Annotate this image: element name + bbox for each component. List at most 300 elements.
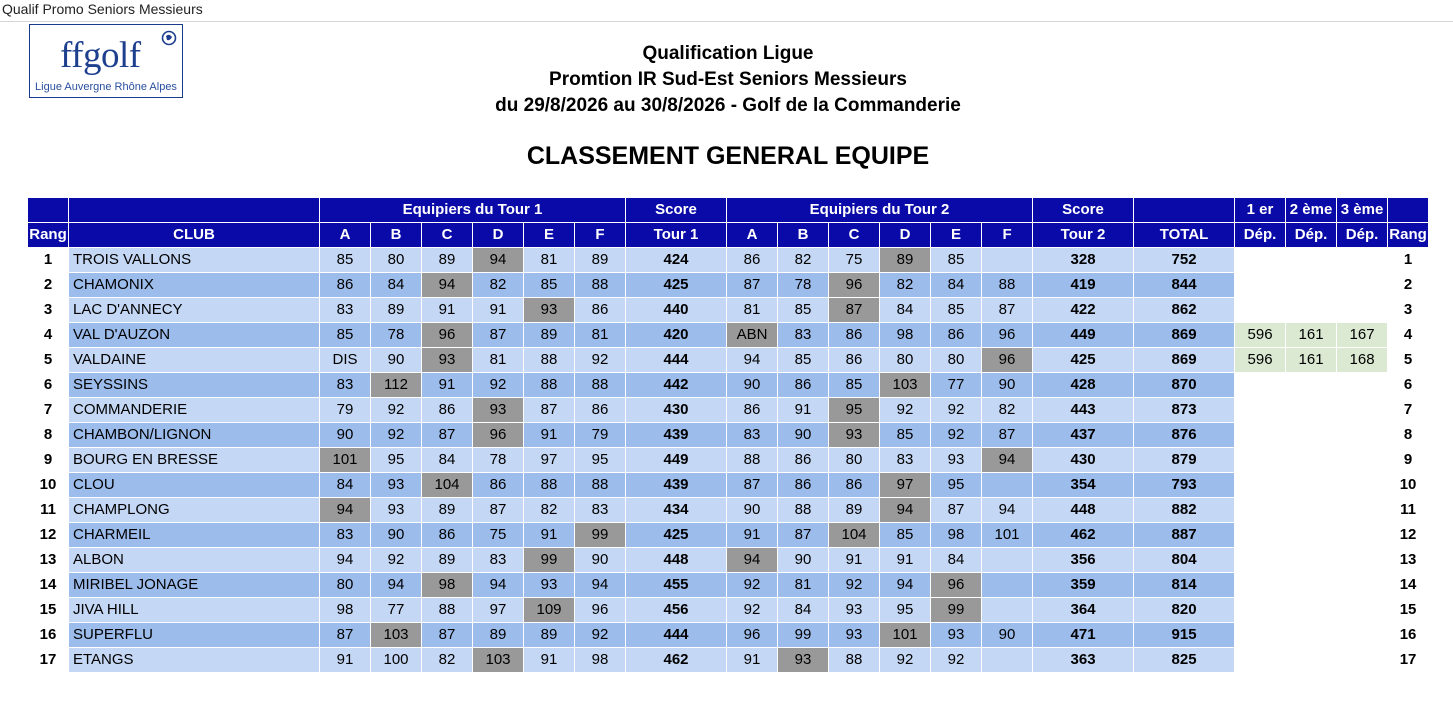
tour1-player-e-score: 93 bbox=[524, 573, 575, 598]
departage-2-cell: 161 bbox=[1286, 348, 1337, 373]
tour1-score-cell: 434 bbox=[626, 498, 727, 523]
departage-2-cell bbox=[1286, 548, 1337, 573]
tour2-player-c-score: 86 bbox=[829, 348, 880, 373]
tour2-player-c-score: 92 bbox=[829, 573, 880, 598]
tour2-player-e-score: 87 bbox=[931, 498, 982, 523]
tour2-score-cell: 437 bbox=[1033, 423, 1134, 448]
tour1-player-e-score: 97 bbox=[524, 448, 575, 473]
tour1-score-cell: 449 bbox=[626, 448, 727, 473]
club-cell: CHAMBON/LIGNON bbox=[69, 423, 320, 448]
departage-3-cell bbox=[1337, 498, 1388, 523]
tour2-player-b-score: 87 bbox=[778, 523, 829, 548]
tour2-player-f-score: 87 bbox=[982, 298, 1033, 323]
tour2-player-c-score: 93 bbox=[829, 623, 880, 648]
tour2-player-d-score: 82 bbox=[880, 273, 931, 298]
tour2-player-f-score: 87 bbox=[982, 423, 1033, 448]
club-cell: SUPERFLU bbox=[69, 623, 320, 648]
tour1-player-f-score: 83 bbox=[575, 498, 626, 523]
header-tour1: Tour 1 bbox=[626, 223, 727, 248]
tour2-player-e-score: 99 bbox=[931, 598, 982, 623]
tour2-player-f-score: 82 bbox=[982, 398, 1033, 423]
tour1-player-d-score: 78 bbox=[473, 448, 524, 473]
tour2-score-cell: 356 bbox=[1033, 548, 1134, 573]
total-cell: 844 bbox=[1134, 273, 1235, 298]
tour1-player-b-score: 84 bbox=[371, 273, 422, 298]
club-cell: CHARMEIL bbox=[69, 523, 320, 548]
tour1-player-a-score: 85 bbox=[320, 248, 371, 273]
tour1-player-a-score: 84 bbox=[320, 473, 371, 498]
tour2-player-d-score: 95 bbox=[880, 598, 931, 623]
departage-1-cell: 596 bbox=[1235, 348, 1286, 373]
departage-2-cell bbox=[1286, 423, 1337, 448]
tour1-player-b-score: 103 bbox=[371, 623, 422, 648]
page-title: CLASSEMENT GENERAL EQUIPE bbox=[526, 142, 930, 170]
club-cell: JIVA HILL bbox=[69, 598, 320, 623]
total-cell: 915 bbox=[1134, 623, 1235, 648]
table-row bbox=[28, 273, 1429, 298]
rank-cell-right: 1 bbox=[1388, 248, 1429, 273]
tour1-player-a-score: 90 bbox=[320, 423, 371, 448]
tour2-player-f-score bbox=[982, 648, 1033, 673]
tour2-score-cell: 328 bbox=[1033, 248, 1134, 273]
rank-cell-right: 6 bbox=[1388, 373, 1429, 398]
departage-1-cell: 596 bbox=[1235, 323, 1286, 348]
tour2-score-cell: 419 bbox=[1033, 273, 1134, 298]
tour2-score-cell: 354 bbox=[1033, 473, 1134, 498]
tour1-player-f-score: 88 bbox=[575, 473, 626, 498]
tour2-player-f-score bbox=[982, 248, 1033, 273]
tour2-player-b-score: 88 bbox=[778, 498, 829, 523]
tour2-player-b-score: 84 bbox=[778, 598, 829, 623]
tour1-player-a-score: 87 bbox=[320, 623, 371, 648]
tour1-player-c-score: 89 bbox=[422, 498, 473, 523]
tour2-player-d-score: 92 bbox=[880, 648, 931, 673]
tour1-player-f-score: 86 bbox=[575, 298, 626, 323]
tour1-player-b-score: 100 bbox=[371, 648, 422, 673]
rank-cell: 4 bbox=[28, 323, 69, 348]
tour2-player-b-score: 83 bbox=[778, 323, 829, 348]
club-cell: COMMANDERIE bbox=[69, 398, 320, 423]
tour2-player-e-score: 77 bbox=[931, 373, 982, 398]
tour1-player-b-score: 80 bbox=[371, 248, 422, 273]
rank-cell-right: 2 bbox=[1388, 273, 1429, 298]
header-player-e: E bbox=[931, 223, 982, 248]
tour1-player-a-score: 83 bbox=[320, 523, 371, 548]
tour2-player-a-score: 88 bbox=[727, 448, 778, 473]
rank-cell-right: 17 bbox=[1388, 648, 1429, 673]
tour1-player-f-score: 86 bbox=[575, 398, 626, 423]
departage-2-cell bbox=[1286, 448, 1337, 473]
tour2-player-f-score: 90 bbox=[982, 623, 1033, 648]
rank-cell-right: 15 bbox=[1388, 598, 1429, 623]
departage-3-cell bbox=[1337, 598, 1388, 623]
header-row-1 bbox=[28, 198, 1429, 223]
total-cell: 876 bbox=[1134, 423, 1235, 448]
table-row bbox=[28, 473, 1429, 498]
tour2-player-e-score: 85 bbox=[931, 298, 982, 323]
tour1-player-e-score: 89 bbox=[524, 323, 575, 348]
window-title-bar bbox=[0, 0, 1453, 22]
departage-1-cell bbox=[1235, 273, 1286, 298]
rank-cell: 17 bbox=[28, 648, 69, 673]
tour2-player-a-score: 92 bbox=[727, 598, 778, 623]
departage-2-cell bbox=[1286, 248, 1337, 273]
tour1-player-d-score: 75 bbox=[473, 523, 524, 548]
tour1-player-f-score: 88 bbox=[575, 373, 626, 398]
club-cell: CLOU bbox=[69, 473, 320, 498]
club-cell: MIRIBEL JONAGE bbox=[69, 573, 320, 598]
header-player-c: C bbox=[422, 223, 473, 248]
departage-2-cell bbox=[1286, 498, 1337, 523]
tour1-player-f-score: 89 bbox=[575, 248, 626, 273]
heading-line-2: Promtion IR Sud-Est Seniors Messieurs bbox=[549, 69, 907, 90]
tour1-player-f-score: 95 bbox=[575, 448, 626, 473]
departage-3-cell bbox=[1337, 248, 1388, 273]
tour2-player-b-score: 93 bbox=[778, 648, 829, 673]
tour2-player-d-score: 91 bbox=[880, 548, 931, 573]
tour2-score-cell: 430 bbox=[1033, 448, 1134, 473]
departage-1-cell bbox=[1235, 648, 1286, 673]
departage-2-cell bbox=[1286, 523, 1337, 548]
total-cell: 870 bbox=[1134, 373, 1235, 398]
header-rang-right: Rang bbox=[1388, 223, 1429, 248]
departage-3-cell bbox=[1337, 273, 1388, 298]
tour1-player-e-score: 93 bbox=[524, 298, 575, 323]
rank-cell-right: 10 bbox=[1388, 473, 1429, 498]
total-cell: 820 bbox=[1134, 598, 1235, 623]
departage-1-cell bbox=[1235, 498, 1286, 523]
tour1-player-c-score: 88 bbox=[422, 598, 473, 623]
departage-1-cell bbox=[1235, 523, 1286, 548]
tour1-player-d-score: 87 bbox=[473, 498, 524, 523]
rank-cell-right: 9 bbox=[1388, 448, 1429, 473]
total-cell: 882 bbox=[1134, 498, 1235, 523]
header-tour2-players: Equipiers du Tour 2 bbox=[727, 198, 1033, 223]
rank-cell: 10 bbox=[28, 473, 69, 498]
header-score1: Score bbox=[626, 198, 727, 223]
table-row bbox=[28, 523, 1429, 548]
tour2-score-cell: 363 bbox=[1033, 648, 1134, 673]
tour2-player-e-score: 98 bbox=[931, 523, 982, 548]
departage-2-cell bbox=[1286, 273, 1337, 298]
tour1-player-a-score: 79 bbox=[320, 398, 371, 423]
tour1-player-b-score: 90 bbox=[371, 523, 422, 548]
tour2-score-cell: 449 bbox=[1033, 323, 1134, 348]
tour1-player-b-score: 93 bbox=[371, 498, 422, 523]
tour2-player-a-score: 94 bbox=[727, 348, 778, 373]
tour2-player-a-score: 91 bbox=[727, 523, 778, 548]
tour2-player-a-score: 92 bbox=[727, 573, 778, 598]
rank-cell-right: 11 bbox=[1388, 498, 1429, 523]
tour2-player-e-score: 84 bbox=[931, 548, 982, 573]
tour2-player-a-score: ABN bbox=[727, 323, 778, 348]
tour2-score-cell: 428 bbox=[1033, 373, 1134, 398]
tour1-score-cell: 425 bbox=[626, 523, 727, 548]
tour2-player-b-score: 85 bbox=[778, 348, 829, 373]
total-cell: 879 bbox=[1134, 448, 1235, 473]
rank-cell-right: 4 bbox=[1388, 323, 1429, 348]
tour1-player-d-score: 82 bbox=[473, 273, 524, 298]
tour2-player-c-score: 95 bbox=[829, 398, 880, 423]
tour1-player-b-score: 112 bbox=[371, 373, 422, 398]
tour2-player-a-score: 96 bbox=[727, 623, 778, 648]
header-empty bbox=[1134, 198, 1235, 223]
table-row bbox=[28, 498, 1429, 523]
tour1-score-cell: 455 bbox=[626, 573, 727, 598]
tour1-player-b-score: 94 bbox=[371, 573, 422, 598]
tour2-player-d-score: 92 bbox=[880, 398, 931, 423]
departage-3-cell bbox=[1337, 623, 1388, 648]
tour1-player-b-score: 78 bbox=[371, 323, 422, 348]
tour1-player-c-score: 91 bbox=[422, 373, 473, 398]
tour1-player-c-score: 98 bbox=[422, 573, 473, 598]
rank-cell: 7 bbox=[28, 398, 69, 423]
tour1-player-a-score: 86 bbox=[320, 273, 371, 298]
tour2-player-b-score: 82 bbox=[778, 248, 829, 273]
tour2-player-b-score: 90 bbox=[778, 548, 829, 573]
header-player-a: A bbox=[727, 223, 778, 248]
tour1-player-d-score: 96 bbox=[473, 423, 524, 448]
tour2-player-b-score: 86 bbox=[778, 473, 829, 498]
tour2-player-f-score: 96 bbox=[982, 348, 1033, 373]
header-player-b: B bbox=[778, 223, 829, 248]
header-player-d: D bbox=[880, 223, 931, 248]
tour1-player-d-score: 86 bbox=[473, 473, 524, 498]
table-row bbox=[28, 323, 1429, 348]
header-club: CLUB bbox=[69, 223, 320, 248]
club-cell: BOURG EN BRESSE bbox=[69, 448, 320, 473]
tour2-player-c-score: 80 bbox=[829, 448, 880, 473]
departage-2-cell bbox=[1286, 573, 1337, 598]
tour1-player-b-score: 92 bbox=[371, 548, 422, 573]
tour1-player-e-score: 88 bbox=[524, 348, 575, 373]
table-row bbox=[28, 398, 1429, 423]
table-row bbox=[28, 573, 1429, 598]
tour1-player-f-score: 81 bbox=[575, 323, 626, 348]
tour2-player-c-score: 86 bbox=[829, 323, 880, 348]
header-tour1-players: Equipiers du Tour 1 bbox=[320, 198, 626, 223]
header-player-d: D bbox=[473, 223, 524, 248]
tour2-player-c-score: 93 bbox=[829, 423, 880, 448]
tour1-player-e-score: 99 bbox=[524, 548, 575, 573]
tour1-player-e-score: 88 bbox=[524, 373, 575, 398]
departage-3-cell bbox=[1337, 648, 1388, 673]
departage-1-cell bbox=[1235, 373, 1286, 398]
tour1-player-e-score: 91 bbox=[524, 523, 575, 548]
tour2-player-d-score: 85 bbox=[880, 523, 931, 548]
window-title: Qualif Promo Seniors Messieurs bbox=[2, 1, 203, 17]
tour2-player-f-score bbox=[982, 473, 1033, 498]
total-cell: 804 bbox=[1134, 548, 1235, 573]
table-row bbox=[28, 548, 1429, 573]
tour1-player-f-score: 79 bbox=[575, 423, 626, 448]
tour1-player-c-score: 87 bbox=[422, 623, 473, 648]
tour1-player-a-score: 83 bbox=[320, 298, 371, 323]
tour2-player-c-score: 93 bbox=[829, 598, 880, 623]
departage-2-cell bbox=[1286, 473, 1337, 498]
tour2-player-e-score: 93 bbox=[931, 623, 982, 648]
results-table bbox=[27, 197, 1429, 673]
total-cell: 793 bbox=[1134, 473, 1235, 498]
tour1-player-a-score: 80 bbox=[320, 573, 371, 598]
tour2-score-cell: 425 bbox=[1033, 348, 1134, 373]
header-dep: Dép. bbox=[1286, 223, 1337, 248]
tour1-player-a-score: 94 bbox=[320, 548, 371, 573]
rank-cell: 9 bbox=[28, 448, 69, 473]
departage-3-cell bbox=[1337, 548, 1388, 573]
departage-1-cell bbox=[1235, 598, 1286, 623]
tour2-score-cell: 422 bbox=[1033, 298, 1134, 323]
departage-3-cell bbox=[1337, 298, 1388, 323]
departage-1-cell bbox=[1235, 448, 1286, 473]
tour2-score-cell: 471 bbox=[1033, 623, 1134, 648]
departage-3-cell bbox=[1337, 473, 1388, 498]
tour2-player-a-score: 91 bbox=[727, 648, 778, 673]
logo-text: ffgolf bbox=[60, 35, 141, 76]
departage-1-cell bbox=[1235, 548, 1286, 573]
tour1-score-cell: 430 bbox=[626, 398, 727, 423]
tour1-score-cell: 439 bbox=[626, 473, 727, 498]
tour1-score-cell: 425 bbox=[626, 273, 727, 298]
tour2-player-b-score: 86 bbox=[778, 448, 829, 473]
club-cell: CHAMPLONG bbox=[69, 498, 320, 523]
tour1-player-c-score: 91 bbox=[422, 298, 473, 323]
tour1-player-e-score: 89 bbox=[524, 623, 575, 648]
tour1-player-e-score: 81 bbox=[524, 248, 575, 273]
tour2-player-c-score: 87 bbox=[829, 298, 880, 323]
tour2-player-a-score: 81 bbox=[727, 298, 778, 323]
tour1-player-b-score: 77 bbox=[371, 598, 422, 623]
tour2-player-d-score: 83 bbox=[880, 448, 931, 473]
table-row bbox=[28, 448, 1429, 473]
tour1-player-f-score: 92 bbox=[575, 623, 626, 648]
table-row bbox=[28, 423, 1429, 448]
tour1-player-d-score: 89 bbox=[473, 623, 524, 648]
table-row bbox=[28, 648, 1429, 673]
table-row bbox=[28, 248, 1429, 273]
departage-1-cell bbox=[1235, 398, 1286, 423]
tour1-player-a-score: DIS bbox=[320, 348, 371, 373]
departage-2-cell bbox=[1286, 623, 1337, 648]
tour1-player-e-score: 87 bbox=[524, 398, 575, 423]
tour2-score-cell: 364 bbox=[1033, 598, 1134, 623]
rank-cell: 3 bbox=[28, 298, 69, 323]
tour1-player-b-score: 90 bbox=[371, 348, 422, 373]
departage-1-cell bbox=[1235, 423, 1286, 448]
tour1-player-a-score: 101 bbox=[320, 448, 371, 473]
logo-subtitle: Ligue Auvergne Rhône Alpes bbox=[35, 81, 177, 93]
rank-cell: 8 bbox=[28, 423, 69, 448]
departage-1-cell bbox=[1235, 623, 1286, 648]
tour2-player-d-score: 97 bbox=[880, 473, 931, 498]
tour1-score-cell: 448 bbox=[626, 548, 727, 573]
tour1-score-cell: 462 bbox=[626, 648, 727, 673]
tour2-player-a-score: 90 bbox=[727, 498, 778, 523]
table-row bbox=[28, 298, 1429, 323]
tour1-player-a-score: 94 bbox=[320, 498, 371, 523]
departage-2-cell bbox=[1286, 648, 1337, 673]
tour1-player-d-score: 87 bbox=[473, 323, 524, 348]
header-dep1: 1 er bbox=[1235, 198, 1286, 223]
rank-cell-right: 13 bbox=[1388, 548, 1429, 573]
tour1-score-cell: 424 bbox=[626, 248, 727, 273]
total-cell: 869 bbox=[1134, 348, 1235, 373]
tour2-score-cell: 462 bbox=[1033, 523, 1134, 548]
rank-cell: 11 bbox=[28, 498, 69, 523]
tour1-player-e-score: 85 bbox=[524, 273, 575, 298]
rank-cell-right: 14 bbox=[1388, 573, 1429, 598]
total-cell: 869 bbox=[1134, 323, 1235, 348]
departage-3-cell: 167 bbox=[1337, 323, 1388, 348]
heading-line-3: du 29/8/2026 au 30/8/2026 - Golf de la Commanderie bbox=[495, 95, 961, 116]
tour1-score-cell: 439 bbox=[626, 423, 727, 448]
tour2-player-f-score bbox=[982, 548, 1033, 573]
tour1-player-d-score: 97 bbox=[473, 598, 524, 623]
tour2-player-a-score: 83 bbox=[727, 423, 778, 448]
tour2-player-b-score: 81 bbox=[778, 573, 829, 598]
tour1-player-f-score: 99 bbox=[575, 523, 626, 548]
tour1-score-cell: 440 bbox=[626, 298, 727, 323]
departage-3-cell bbox=[1337, 523, 1388, 548]
tour2-score-cell: 448 bbox=[1033, 498, 1134, 523]
tour2-player-b-score: 78 bbox=[778, 273, 829, 298]
club-cell: TROIS VALLONS bbox=[69, 248, 320, 273]
rank-cell: 15 bbox=[28, 598, 69, 623]
departage-2-cell bbox=[1286, 598, 1337, 623]
header-dep: Dép. bbox=[1337, 223, 1388, 248]
departage-1-cell bbox=[1235, 473, 1286, 498]
tour2-player-c-score: 86 bbox=[829, 473, 880, 498]
tour1-player-c-score: 93 bbox=[422, 348, 473, 373]
tour1-player-c-score: 89 bbox=[422, 548, 473, 573]
tour1-player-f-score: 98 bbox=[575, 648, 626, 673]
tour1-player-e-score: 88 bbox=[524, 473, 575, 498]
total-cell: 887 bbox=[1134, 523, 1235, 548]
tour2-player-e-score: 85 bbox=[931, 248, 982, 273]
tour1-player-d-score: 92 bbox=[473, 373, 524, 398]
club-cell: ETANGS bbox=[69, 648, 320, 673]
rank-cell: 6 bbox=[28, 373, 69, 398]
header-dep: Dép. bbox=[1235, 223, 1286, 248]
tour1-player-e-score: 82 bbox=[524, 498, 575, 523]
tour2-player-d-score: 98 bbox=[880, 323, 931, 348]
tour1-player-b-score: 89 bbox=[371, 298, 422, 323]
rank-cell-right: 5 bbox=[1388, 348, 1429, 373]
tour1-player-c-score: 96 bbox=[422, 323, 473, 348]
departage-1-cell bbox=[1235, 573, 1286, 598]
tour2-score-cell: 359 bbox=[1033, 573, 1134, 598]
departage-1-cell bbox=[1235, 248, 1286, 273]
tour2-player-f-score: 96 bbox=[982, 323, 1033, 348]
tour1-player-d-score: 93 bbox=[473, 398, 524, 423]
tour2-player-e-score: 86 bbox=[931, 323, 982, 348]
rank-cell-right: 8 bbox=[1388, 423, 1429, 448]
header-player-f: F bbox=[982, 223, 1033, 248]
tour2-player-a-score: 94 bbox=[727, 548, 778, 573]
departage-3-cell bbox=[1337, 373, 1388, 398]
tour2-player-a-score: 87 bbox=[727, 273, 778, 298]
tour2-player-a-score: 86 bbox=[727, 398, 778, 423]
club-cell: LAC D'ANNECY bbox=[69, 298, 320, 323]
tour2-player-f-score: 88 bbox=[982, 273, 1033, 298]
total-cell: 752 bbox=[1134, 248, 1235, 273]
tour1-score-cell: 444 bbox=[626, 623, 727, 648]
table-row bbox=[28, 623, 1429, 648]
header-total: TOTAL bbox=[1134, 223, 1235, 248]
departage-3-cell bbox=[1337, 448, 1388, 473]
tour1-player-e-score: 91 bbox=[524, 423, 575, 448]
table-row bbox=[28, 373, 1429, 398]
